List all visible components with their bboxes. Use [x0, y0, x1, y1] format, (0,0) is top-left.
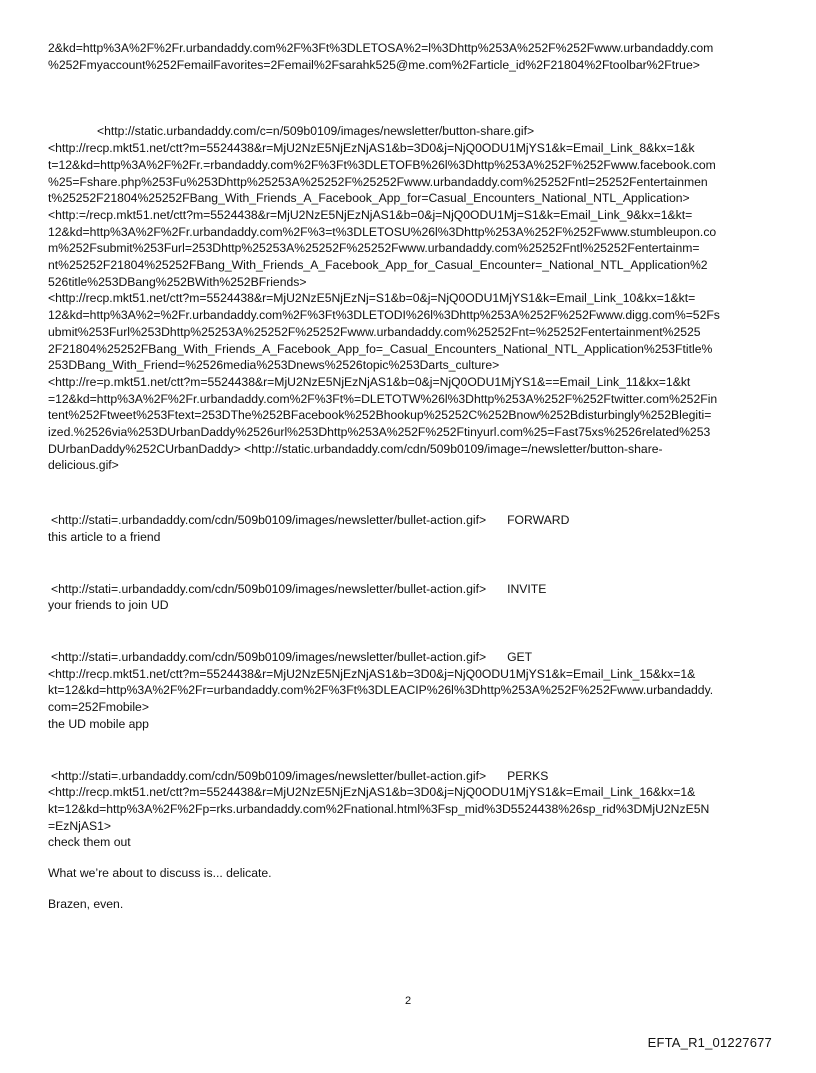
- email-body: [48, 40, 770, 912]
- action-text: the UD mobile app: [48, 716, 149, 731]
- action-link-line[interactable]: <http://recp.mkt51.net/ctt?m=5524438&r=MjU2NzE5NjEzNjAS1&b=3D0&j=NjQ0ODU1MjYS1&k=Email_Link_15&kx=1&: [48, 666, 696, 681]
- bullet-action-image-url: <http://stati=.urbandaddy.com/cdn/509b0109/images/newsletter/bullet-action.gif>: [51, 768, 487, 783]
- share-link-line[interactable]: =12&kd=http%3A%2F%2Fr.urbandaddy.com%2F%3Ft%=DLETOTW%26l%3Dhttp%253A%252F%252Ftwitter.com%252Fin: [48, 391, 718, 406]
- action-forward: [48, 512, 770, 545]
- closing-paragraph: What we’re about to discuss is... delicate.: [48, 866, 272, 881]
- share-link-line[interactable]: delicious.gif>: [48, 458, 119, 473]
- action-label-forward[interactable]: FORWARD: [507, 513, 570, 528]
- header-url-line: 2&kd=http%3A%2F%2Fr.urbandaddy.com%2F%3Ft%3DLETOSA%2=l%3Dhttp%253A%252F%252Fwww.urbandaddy.com: [48, 41, 714, 55]
- bullet-action-image-url: <http://stati=.urbandaddy.com/cdn/509b0109/images/newsletter/bullet-action.gif>: [51, 581, 487, 596]
- share-link-line[interactable]: t=12&kd=http%3A%2F%2Fr.=rbandaddy.com%2F%3Ft%3DLETOFB%26l%3Dhttp%253A%252F%252Fwww.facebook.com: [48, 157, 716, 172]
- action-perks: [48, 768, 770, 852]
- page-number: 2: [404, 995, 412, 1007]
- share-link-line[interactable]: 12&kd=http%3A%2=%2Fr.urbandaddy.com%2F%3Ft%3DLETODI%26l%3Dhttp%253A%252F%252Fwww.digg.com%=52Fs: [48, 308, 720, 323]
- share-link-line[interactable]: <http:=/recp.mkt51.net/ctt?m=5524438&r=MjU2NzE5NjEzNjAS1&b=0&j=NjQ0ODU1Mj=S1&k=Email_Link_9&kx=1&kt=: [48, 207, 693, 222]
- action-label-get[interactable]: GET: [507, 649, 533, 664]
- share-link-line[interactable]: <http://recp.mkt51.net/ctt?m=5524438&r=MjU2NzE5NjEzNjAS1&b=3D0&j=NjQ0ODU1MjYS1&k=Email_Link_8&kx=1&k: [48, 141, 695, 156]
- share-link-line[interactable]: tent%252Ftweet%253Ftext=253DThe%252BFacebook%252Bhookup%25252C%252Bnow%252Bdisturbingly%252Blegiti=: [48, 408, 712, 423]
- share-link-line[interactable]: ubmit%253Furl%253Dhttp%25253A%25252F%25252Fwww.urbandaddy.com%25252Fnt=%25252Fentertainment%2525: [48, 324, 701, 339]
- action-link-line[interactable]: =EzNjAS1>: [48, 818, 112, 833]
- share-link-line[interactable]: ized.%2526via%253DUrbanDaddy%2526url%253Dhttp%253A%252F%252Ftinyurl.com%25=Fast75xs%2526related%253: [48, 425, 711, 440]
- share-link-line[interactable]: <http://re=p.mkt51.net/ctt?m=5524438&r=MjU2NzE5NjEzNjAS1&b=0&j=NjQ0ODU1MjYS1&==Email_Link_11&kx=1&kt: [48, 374, 691, 389]
- bullet-action-image-url: <http://stati=.urbandaddy.com/cdn/509b0109/images/newsletter/bullet-action.gif>: [51, 649, 487, 664]
- share-button-url[interactable]: <http://static.urbandaddy.com/c=n/509b0109/images/newsletter/button-share.gif>: [97, 124, 535, 139]
- share-link-line[interactable]: <http://recp.mkt51.net/ctt?m=5524438&r=MjU2NzE5NjEzNj=S1&b=0&j=NjQ0ODU1MjYS1&k=Email_Link_10&kx=1&kt=: [48, 291, 696, 306]
- action-link-line[interactable]: com=252Fmobile>: [48, 700, 149, 715]
- share-link-line[interactable]: %25=Fshare.php%253Fu%253Dhttp%25253A%25252F%25252Fwww.urbandaddy.com%25252Fntl=25252Fentertainmen: [48, 174, 708, 189]
- header-url-line: %252Fmyaccount%252FemailFavorites=2Femail%2Fsarahk525@me.com%2Farticle_id%2F21804%2Ftoolbar%2Ftrue>: [48, 57, 700, 72]
- bullet-action-image-url: <http://stati=.urbandaddy.com/cdn/509b0109/images/newsletter/bullet-action.gif>: [51, 513, 487, 528]
- share-link-line[interactable]: 2F21804%25252FBang_With_Friends_A_Facebook_App_fo=_Casual_Encounters_National_NTL_Application%253Ftitle%: [48, 341, 713, 356]
- share-link-line[interactable]: DUrbanDaddy%252CUrbanDaddy> <http://static.urbandaddy.com/cdn/509b0109/image=/newsletter/button-share-: [48, 441, 663, 456]
- share-links-block: [48, 140, 770, 474]
- share-link-line[interactable]: nt%25252F21804%25252FBang_With_Friends_A_Facebook_App_for_Casual_Encounter=_National_NTL_Application%2: [48, 258, 708, 273]
- action-text: this article to a friend: [48, 529, 161, 544]
- share-link-line[interactable]: 12&kd=http%3A%2F%2Fr.urbandaddy.com%2F%3=t%3DLETOSU%26l%3Dhttp%253A%252F%252Fwww.stumbleupon.co: [48, 224, 717, 239]
- share-link-line[interactable]: 526title%253DBang%252BWith%252BFriends>: [48, 274, 307, 289]
- closing-paragraph: Brazen, even.: [48, 896, 124, 911]
- document-id: EFTA_R1_01227677: [647, 1035, 772, 1050]
- share-link-line[interactable]: t%25252F21804%25252FBang_With_Friends_A_Facebook_App_for=Casual_Encounters_National_NTL_Application>: [48, 191, 690, 206]
- action-label-invite[interactable]: INVITE: [507, 581, 547, 596]
- action-link-line[interactable]: kt=12&kd=http%3A%2F%2Fp=rks.urbandaddy.com%2Fnational.html%3Fsp_mid%3D5524438%26sp_rid%3DMjU2NzE5N: [48, 801, 710, 816]
- action-text: your friends to join UD: [48, 598, 169, 613]
- share-link-line[interactable]: m%252Fsubmit%253Furl=253Dhttp%25253A%25252F%25252Fwww.urbandaddy.com%25252Fntl%25252Fentertainm=: [48, 241, 700, 256]
- action-text: check them out: [48, 835, 131, 850]
- action-invite: [48, 581, 770, 614]
- share-link-line[interactable]: 253DBang_With_Friend=%2526media%253Dnews%2526topic%253Darts_culture>: [48, 358, 500, 373]
- action-link-line[interactable]: <http://recp.mkt51.net/ctt?m=5524438&r=MjU2NzE5NjEzNjAS1&b=3D0&j=NjQ0ODU1MjYS1&k=Email_Link_16&kx=1&: [48, 785, 696, 800]
- action-link-line[interactable]: kt=12&kd=http%3A%2F%2Fr=urbandaddy.com%2F%3Ft%3DLEACIP%26l%3Dhttp%253A%252F%252Fwww.urbandaddy.: [48, 683, 714, 698]
- action-get: [48, 649, 770, 733]
- action-label-perks[interactable]: PERKS: [507, 768, 549, 783]
